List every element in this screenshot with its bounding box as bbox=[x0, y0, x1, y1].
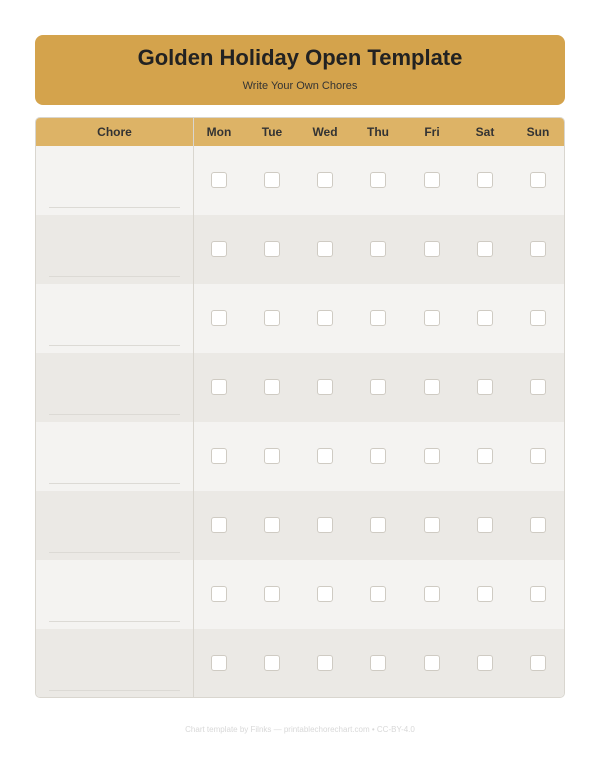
checkbox-sat[interactable] bbox=[477, 241, 493, 257]
table-header-row bbox=[36, 118, 564, 146]
table-row bbox=[36, 629, 564, 698]
checkbox-wed[interactable] bbox=[317, 241, 333, 257]
chore-write-line[interactable] bbox=[49, 207, 180, 208]
checkbox-fri[interactable] bbox=[424, 517, 440, 533]
checkbox-tue[interactable] bbox=[264, 448, 280, 464]
chore-write-line[interactable] bbox=[49, 621, 180, 622]
checkbox-tue[interactable] bbox=[264, 586, 280, 602]
checkbox-sun[interactable] bbox=[530, 448, 546, 464]
page-subtitle: Write Your Own Chores bbox=[242, 80, 358, 92]
checkbox-thu[interactable] bbox=[370, 517, 386, 533]
checkbox-mon[interactable] bbox=[211, 517, 227, 533]
checkbox-tue[interactable] bbox=[264, 379, 280, 395]
checkbox-fri[interactable] bbox=[424, 172, 440, 188]
checkbox-tue[interactable] bbox=[264, 517, 280, 533]
column-header-sun: Sun bbox=[526, 125, 550, 139]
checkbox-sat[interactable] bbox=[477, 517, 493, 533]
chore-table bbox=[35, 117, 565, 698]
checkbox-wed[interactable] bbox=[317, 517, 333, 533]
column-header-tue: Tue bbox=[261, 125, 283, 139]
checkbox-wed[interactable] bbox=[317, 586, 333, 602]
checkbox-thu[interactable] bbox=[370, 310, 386, 326]
checkbox-tue[interactable] bbox=[264, 172, 280, 188]
table-row bbox=[36, 146, 564, 215]
column-header-thu: Thu bbox=[367, 125, 389, 139]
chore-write-line[interactable] bbox=[49, 345, 180, 346]
column-header-mon: Mon bbox=[206, 125, 232, 139]
checkbox-mon[interactable] bbox=[211, 448, 227, 464]
checkbox-tue[interactable] bbox=[264, 655, 280, 671]
checkbox-mon[interactable] bbox=[211, 586, 227, 602]
checkbox-mon[interactable] bbox=[211, 241, 227, 257]
checkbox-mon[interactable] bbox=[211, 379, 227, 395]
checkbox-sun[interactable] bbox=[530, 379, 546, 395]
checkbox-thu[interactable] bbox=[370, 379, 386, 395]
checkbox-sat[interactable] bbox=[477, 655, 493, 671]
checkbox-mon[interactable] bbox=[211, 172, 227, 188]
chore-column-divider bbox=[193, 118, 194, 697]
checkbox-tue[interactable] bbox=[264, 310, 280, 326]
checkbox-sat[interactable] bbox=[477, 310, 493, 326]
checkbox-fri[interactable] bbox=[424, 655, 440, 671]
checkbox-fri[interactable] bbox=[424, 448, 440, 464]
page-title: Golden Holiday Open Template bbox=[137, 45, 463, 70]
footer-credit: Chart template by Filnks — printablechorechart.com • CC-BY-4.0 bbox=[185, 725, 415, 734]
checkbox-wed[interactable] bbox=[317, 379, 333, 395]
checkbox-wed[interactable] bbox=[317, 172, 333, 188]
checkbox-thu[interactable] bbox=[370, 172, 386, 188]
checkbox-thu[interactable] bbox=[370, 241, 386, 257]
checkbox-thu[interactable] bbox=[370, 448, 386, 464]
table-row bbox=[36, 491, 564, 560]
column-header-chore: Chore bbox=[97, 125, 132, 139]
checkbox-sat[interactable] bbox=[477, 172, 493, 188]
table-row bbox=[36, 422, 564, 491]
checkbox-fri[interactable] bbox=[424, 241, 440, 257]
checkbox-fri[interactable] bbox=[424, 310, 440, 326]
checkbox-mon[interactable] bbox=[211, 655, 227, 671]
chore-write-line[interactable] bbox=[49, 483, 180, 484]
checkbox-wed[interactable] bbox=[317, 310, 333, 326]
checkbox-sat[interactable] bbox=[477, 448, 493, 464]
table-row bbox=[36, 215, 564, 284]
checkbox-fri[interactable] bbox=[424, 586, 440, 602]
checkbox-wed[interactable] bbox=[317, 448, 333, 464]
column-header-sat: Sat bbox=[475, 125, 495, 139]
checkbox-sun[interactable] bbox=[530, 586, 546, 602]
checkbox-mon[interactable] bbox=[211, 310, 227, 326]
checkbox-thu[interactable] bbox=[370, 655, 386, 671]
chore-write-line[interactable] bbox=[49, 552, 180, 553]
checkbox-sun[interactable] bbox=[530, 655, 546, 671]
checkbox-thu[interactable] bbox=[370, 586, 386, 602]
table-row bbox=[36, 353, 564, 422]
checkbox-sun[interactable] bbox=[530, 241, 546, 257]
checkbox-sat[interactable] bbox=[477, 379, 493, 395]
chore-write-line[interactable] bbox=[49, 276, 180, 277]
table-row bbox=[36, 284, 564, 353]
chore-write-line[interactable] bbox=[49, 414, 180, 415]
checkbox-fri[interactable] bbox=[424, 379, 440, 395]
table-row bbox=[36, 560, 564, 629]
chore-write-line[interactable] bbox=[49, 690, 180, 691]
checkbox-sun[interactable] bbox=[530, 517, 546, 533]
checkbox-sat[interactable] bbox=[477, 586, 493, 602]
title-banner bbox=[35, 35, 565, 105]
checkbox-wed[interactable] bbox=[317, 655, 333, 671]
column-header-wed: Wed bbox=[312, 125, 338, 139]
checkbox-tue[interactable] bbox=[264, 241, 280, 257]
column-header-fri: Fri bbox=[424, 125, 440, 139]
checkbox-sun[interactable] bbox=[530, 172, 546, 188]
checkbox-sun[interactable] bbox=[530, 310, 546, 326]
